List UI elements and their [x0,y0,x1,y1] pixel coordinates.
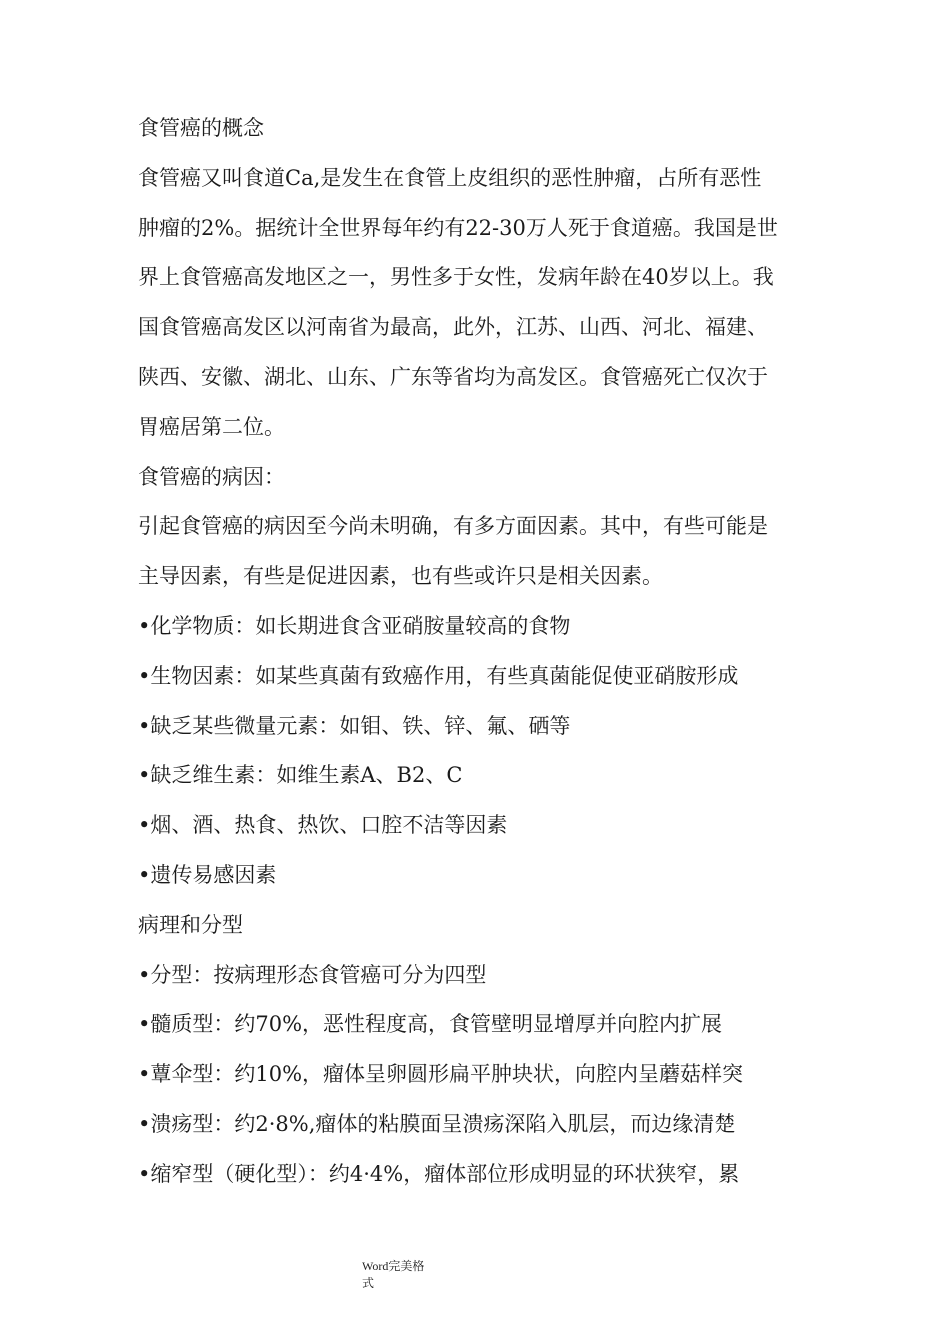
bullet-item: •缺乏维生素：如维生素A、B2、C [138,763,463,788]
bullet-item: •缩窄型（硬化型）：约4·4%，瘤体部位形成明显的环状狭窄，累 [138,1161,740,1186]
bullet-item: •蕈伞型：约10%，瘤体呈卵圆形扁平肿块状，向腔内呈蘑菇样突 [138,1062,744,1087]
bullet-item: •生物因素：如某些真菌有致癌作用，有些真菌能促使亚硝胺形成 [138,663,739,688]
paragraph-line: 主导因素，有些是促进因素，也有些或许只是相关因素。 [138,564,663,589]
bullet-item: •化学物质：如长期进食含亚硝胺量较高的食物 [138,613,571,638]
paragraph-line: 引起食管癌的病因至今尚未明确，有多方面因素。其中，有些可能是 [138,514,768,539]
bullet-item: •遗传易感因素 [138,862,277,887]
paragraph-line: 国食管癌高发区以河南省为最高，此外，江苏、山西、河北、福建、 [138,315,768,340]
footer-line: 式 [362,1276,375,1290]
heading-concept: 食管癌的概念 [138,116,264,140]
heading-pathology: 病理和分型 [138,912,243,937]
heading-causes: 食管癌的病因： [138,464,285,489]
bullet-item: •烟、酒、热食、热饮、口腔不洁等因素 [138,813,508,838]
bullet-item: •髓质型：约70%，恶性程度高，食管壁明显增厚并向腔内扩展 [138,1012,723,1037]
paragraph-line: 胃癌居第二位。 [138,414,285,439]
bullet-item: •分型：按病理形态食管癌可分为四型 [138,962,487,987]
paragraph-line: 肿瘤的2%。据统计全世界每年约有22-30万人死于食道癌。我国是世 [138,215,778,240]
page-footer [362,1258,462,1292]
paragraph-line: 食管癌又叫食道Ca,是发生在食管上皮组织的恶性肿瘤，占所有恶性 [138,165,762,190]
paragraph-line: 界上食管癌高发地区之一，男性多于女性，发病年龄在40岁以上。我 [138,265,774,290]
document-body [138,104,828,1200]
bullet-item: •溃疡型：约2·8%,瘤体的粘膜面呈溃疡深陷入肌层，而边缘清楚 [138,1111,736,1136]
paragraph-line: 陕西、安徽、湖北、山东、广东等省均为高发区。食管癌死亡仅次于 [138,364,768,389]
bullet-item: •缺乏某些微量元素：如钼、铁、锌、氟、硒等 [138,713,571,738]
footer-line: Word完美格 [362,1259,425,1273]
